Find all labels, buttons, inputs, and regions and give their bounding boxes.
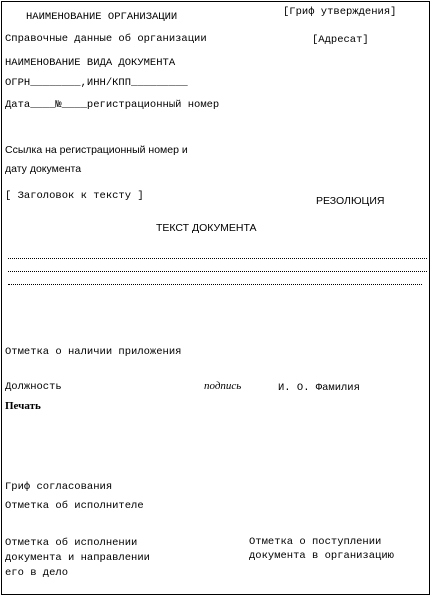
resolution: РЕЗОЛЮЦИЯ — [316, 195, 385, 207]
signer-name: И. О. Фамилия — [278, 382, 360, 394]
date-number-line: Дата____№____регистрационный номер — [5, 99, 220, 111]
receipt-note-line-1: Отметка о поступлении — [249, 536, 382, 548]
receipt-note-line-2: документа в организацию — [249, 550, 394, 562]
body-title: ТЕКСТ ДОКУМЕНТА — [156, 222, 257, 234]
execution-note-line-3: его в дело — [5, 567, 69, 579]
executor-note: Отметка об исполнителе — [5, 500, 144, 512]
text-line-2 — [8, 271, 427, 272]
agreement-stamp: Гриф согласования — [5, 481, 113, 493]
seal-label: Печать — [5, 400, 41, 412]
attachment-note: Отметка о наличии приложения — [5, 346, 182, 358]
reference-line-2: дату документа — [5, 163, 82, 175]
heading-placeholder: [ Заголовок к тексту ] — [5, 190, 144, 202]
doc-type: НАИМЕНОВАНИЕ ВИДА ДОКУМЕНТА — [5, 57, 176, 69]
org-reference: Справочные данные об организации — [5, 33, 207, 45]
signature-label: подпись — [204, 380, 242, 392]
addressee: [Адресат] — [312, 34, 369, 46]
approval-stamp: [Гриф утверждения] — [283, 6, 397, 18]
document-form — [1, 1, 430, 595]
position-label: Должность — [5, 381, 62, 393]
reference-line-1: Ссылка на регистрационный номер и — [5, 144, 188, 156]
text-line-1 — [8, 258, 427, 259]
org-name: НАИМЕНОВАНИЕ ОРГАНИЗАЦИИ — [26, 11, 178, 23]
text-line-3 — [8, 284, 422, 285]
execution-note-line-1: Отметка об исполнении — [5, 537, 138, 549]
ogrn-inn-line: ОГРН________,ИНН/КПП_________ — [5, 77, 188, 89]
execution-note-line-2: документа и направлении — [5, 552, 150, 564]
